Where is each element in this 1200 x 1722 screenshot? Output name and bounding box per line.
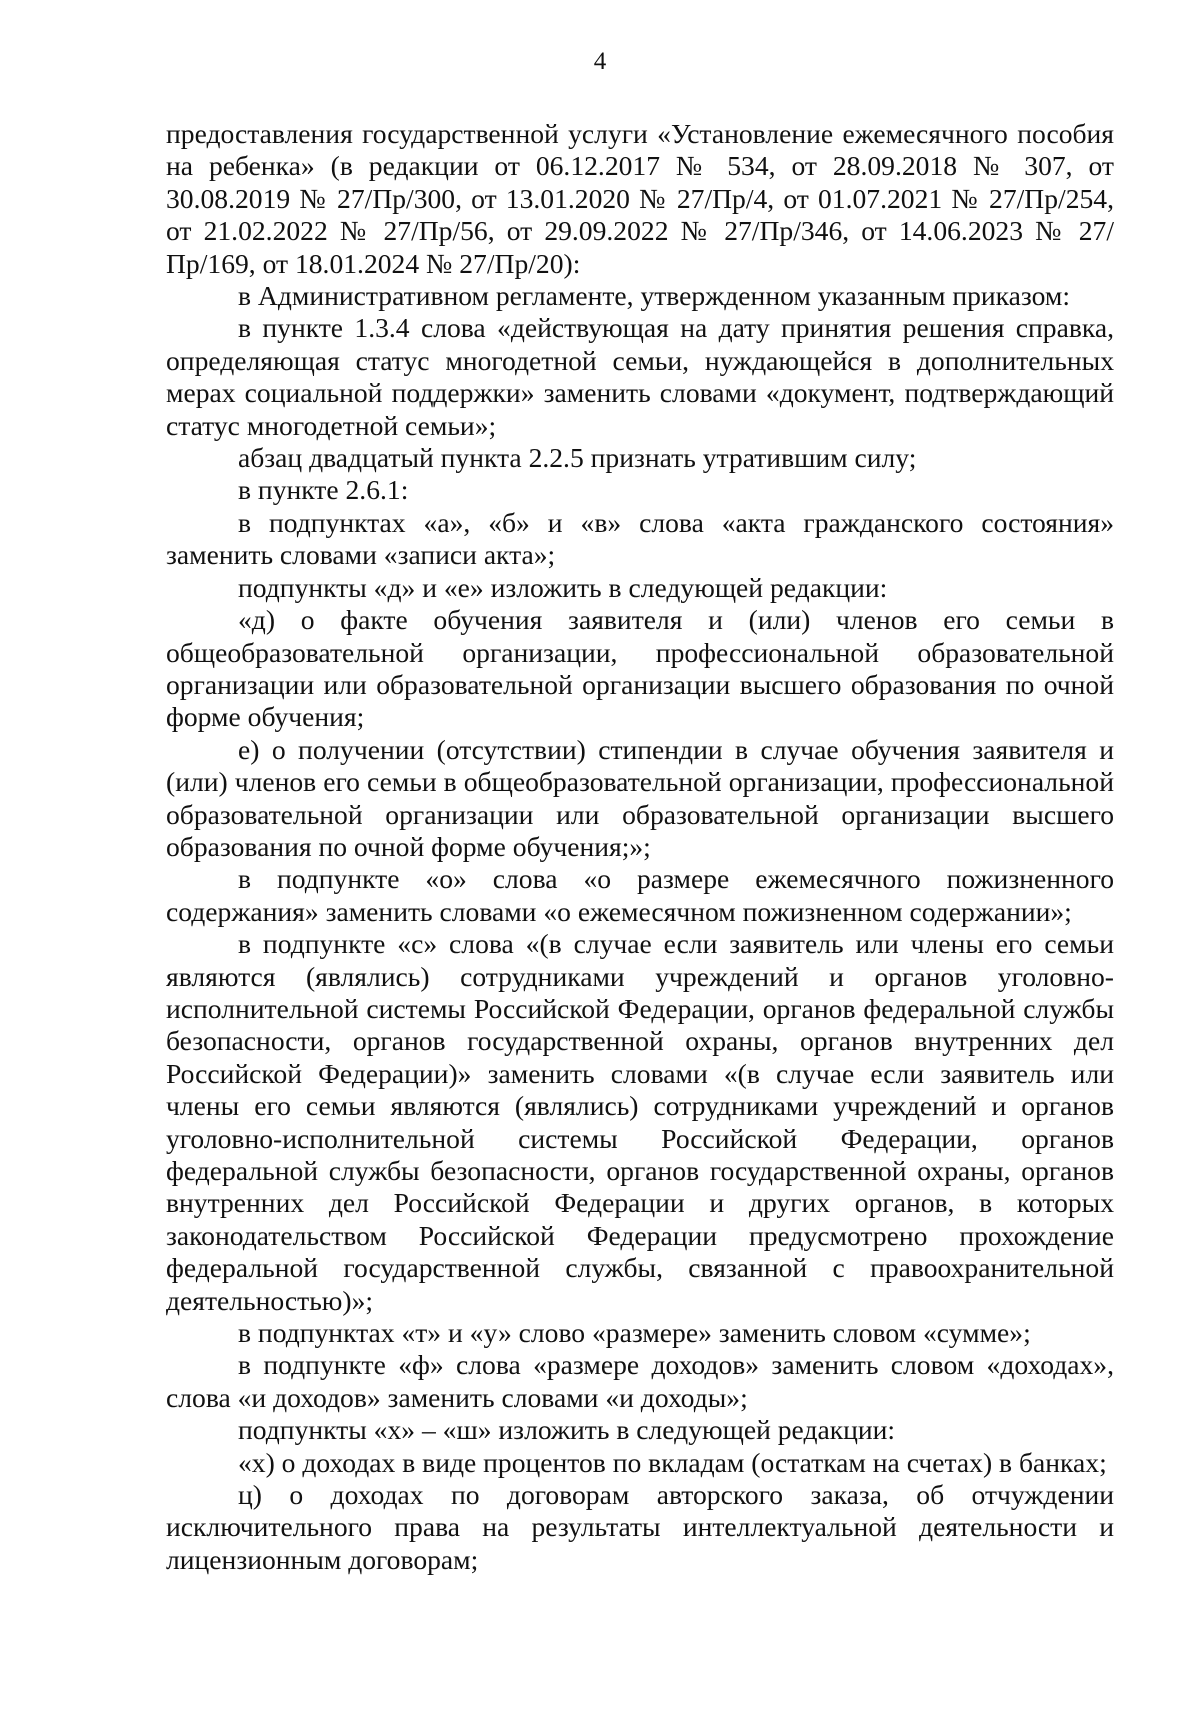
paragraph: «х) о доходах в виде процентов по вкладам (остаткам на счетах) в банках;	[238, 1446, 1107, 1478]
paragraph: в пункте 2.6.1:	[238, 474, 409, 506]
paragraph: в подпункте «ф» слова «размере доходов» заменить словом «доходах», слова «и доходов» заменить словами «и доходы»;	[166, 1349, 1114, 1413]
page-number: 4	[593, 48, 607, 75]
paragraph: абзац двадцатый пункта 2.2.5 признать утратившим силу;	[238, 442, 917, 474]
paragraph: в подпункте «с» слова «(в случае если заявитель или члены его семьи являются (являлись) сотрудниками учреждений и органов уголовно-исполнительной системы Российской Федерации, органов федеральной службы безопасности, органов государственной охраны, органов внутренних дел Российской Федерации)» заменить словами «(в случае если заявитель или члены его семьи являются (являлись) сотрудниками учреждений и органов уголовно-исполнительной системы Российской Федерации, органов федеральной службы безопасности, органов государственной охраны, органов внутренних дел Российской Федерации и других органов, в которых законодательством Российской Федерации предусмотрено прохождение федеральной государственной службы, связанной с правоохранительной деятельностью)»;	[166, 928, 1114, 1316]
paragraph: в пункте 1.3.4 слова «действующая на дату принятия решения справка, определяющая статус многодетной семьи, нуждающейся в дополнительных мерах социальной поддержки» заменить словами «документ, подтверждающий статус многодетной семьи»;	[166, 312, 1114, 441]
paragraph: в подпунктах «а», «б» и «в» слова «акта гражданского состояния» заменить словами «записи акта»;	[166, 506, 1114, 571]
document-body	[166, 118, 1114, 1576]
paragraph: подпункты «х» – «ш» изложить в следующей редакции:	[238, 1414, 896, 1446]
paragraph: е) о получении (отсутствии) стипендии в случае обучения заявителя и (или) членов его семьи в общеобразовательной организации, профессиональной образовательной организации или образовательной организации высшего образования по очной форме обучения;»;	[166, 733, 1114, 862]
paragraph: предоставления государственной услуги «Установление ежемесячного пособия на ребенка» (в редакции от 06.12.2017 № 534, от 28.09.2018 № 307, от 30.08.2019 № 27/Пр/300, от 13.01.2020 № 27/Пр/4, от 01.07.2021 № 27/Пр/254, от 21.02.2022 № 27/Пр/56, от 29.09.2022 № 27/Пр/346, от 14.06.2023 № 27/Пр/169, от 18.01.2024 № 27/Пр/20):	[166, 118, 1114, 279]
paragraph: «д) о факте обучения заявителя и (или) членов его семьи в общеобразовательной организации, профессиональной образовательной организации или образовательной организации высшего образования по очной форме обучения;	[166, 604, 1114, 733]
paragraph: в подпунктах «т» и «у» слово «размере» заменить словом «сумме»;	[238, 1317, 1031, 1349]
paragraph: подпункты «д» и «е» изложить в следующей редакции:	[238, 571, 888, 603]
paragraph: в подпункте «о» слова «о размере ежемесячного пожизненного содержания» заменить словами «о ежемесячном пожизненном содержании»;	[166, 863, 1114, 927]
paragraph: ц) о доходах по договорам авторского заказа, об отчуждении исключительного права на результаты интеллектуальной деятельности и лицензионным договорам;	[166, 1479, 1114, 1575]
paragraph: в Административном регламенте, утвержденном указанным приказом:	[238, 280, 1071, 312]
